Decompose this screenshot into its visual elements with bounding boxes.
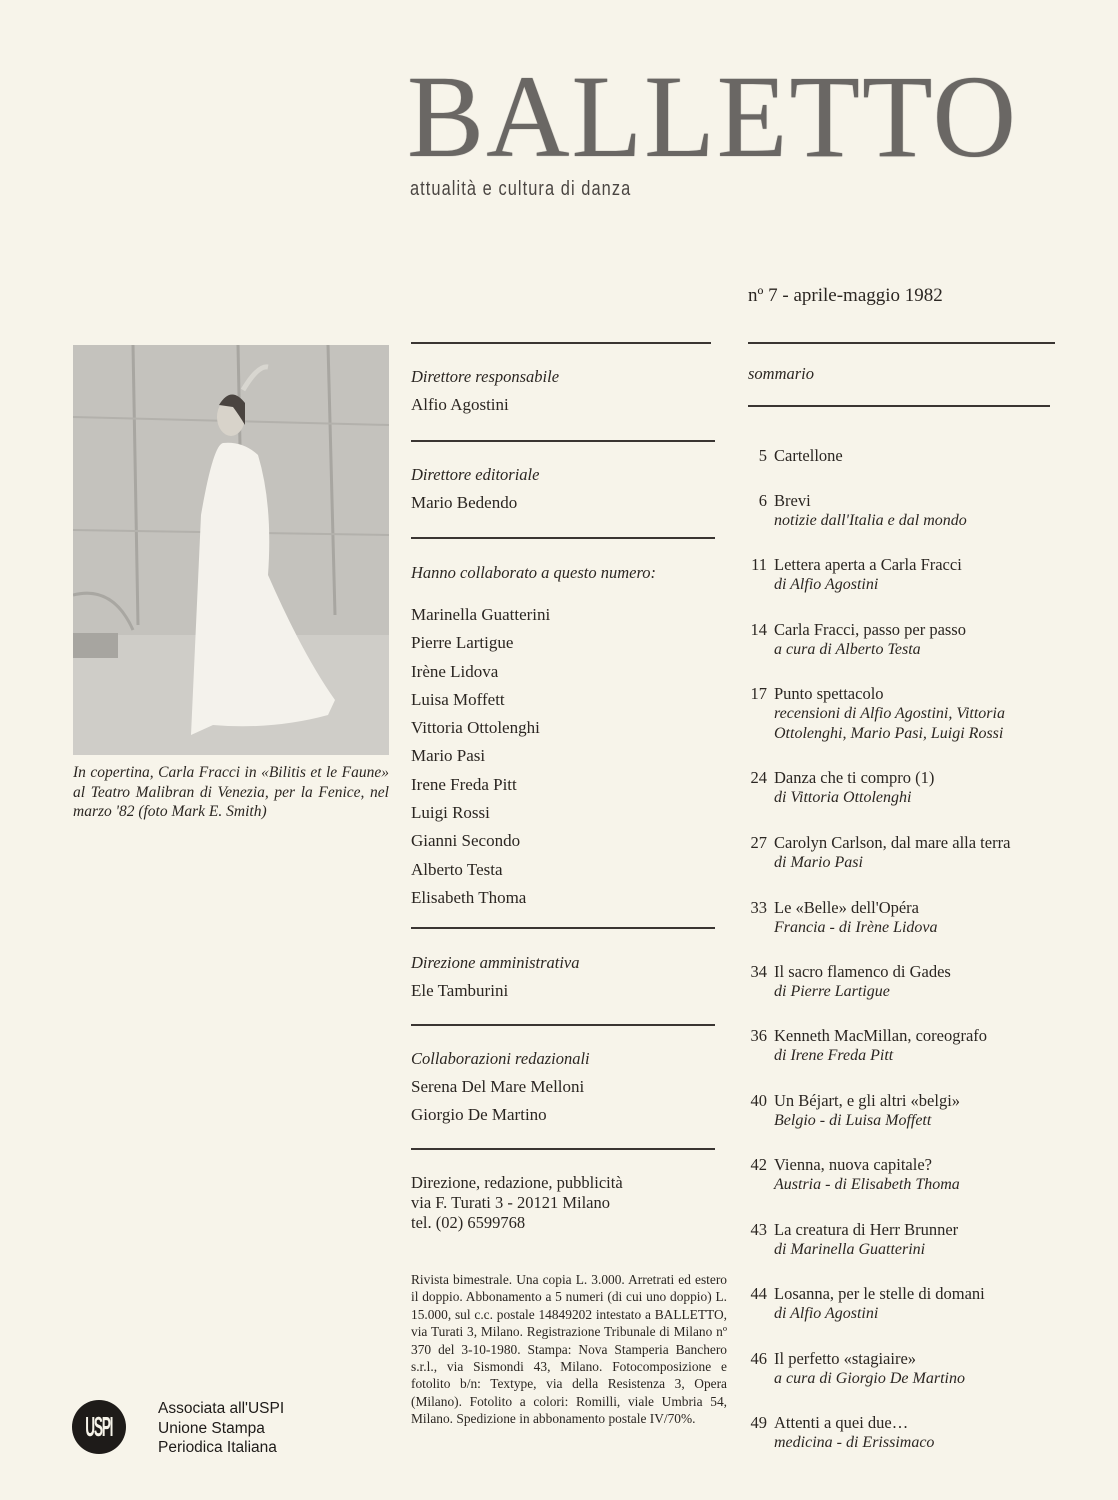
- contacts-line: Direzione, redazione, pubblicità: [411, 1173, 623, 1192]
- uspi-logo-text: USPI: [85, 1410, 113, 1442]
- toc-page-number: 24: [750, 768, 767, 787]
- toc-page-number: 27: [750, 833, 767, 852]
- collaboratore: Pierre Lartigue: [411, 633, 514, 653]
- divider: [411, 440, 715, 442]
- collaboratore: Mario Pasi: [411, 746, 486, 766]
- toc-subtitle: di Irene Freda Pitt: [774, 1047, 894, 1064]
- divider: [748, 405, 1050, 407]
- toc-page-number: 46: [750, 1349, 767, 1368]
- toc-title: Carolyn Carlson, dal mare alla terra: [774, 833, 1011, 852]
- toc-page-number: 14: [750, 620, 767, 639]
- toc-subtitle: Ottolenghi, Mario Pasi, Luigi Rossi: [774, 725, 1004, 742]
- toc-page-number: 49: [750, 1413, 767, 1432]
- toc-title: Il perfetto «stagiaire»: [774, 1349, 917, 1368]
- toc-title: Attenti a quei due…: [774, 1413, 909, 1432]
- toc-page-number: 5: [758, 446, 767, 465]
- toc-title: Kenneth MacMillan, coreografo: [774, 1026, 988, 1045]
- toc-page-number: 42: [750, 1155, 767, 1174]
- collaboratore: Luisa Moffett: [411, 689, 505, 709]
- toc-page-number: 34: [750, 962, 767, 981]
- divider: [411, 1148, 715, 1150]
- toc-subtitle: notizie dall'Italia e dal mondo: [774, 512, 967, 529]
- label-direzione-amministrativa: Direzione amministrativa: [411, 953, 580, 972]
- name-direttore-responsabile: Alfio Agostini: [411, 395, 509, 414]
- toc-subtitle: Austria - di Elisabeth Thoma: [774, 1176, 960, 1193]
- toc-page-number: 33: [750, 898, 767, 917]
- collaboratore: Vittoria Ottolenghi: [411, 718, 540, 738]
- divider: [411, 1024, 715, 1026]
- name-direttore-editoriale: Mario Bedendo: [411, 493, 518, 512]
- collaboratore: Irène Lidova: [411, 661, 499, 681]
- toc-title: Carla Fracci, passo per passo: [774, 620, 966, 639]
- toc-page-number: 6: [758, 491, 767, 510]
- collaboratore: Irene Freda Pitt: [411, 774, 517, 794]
- uspi-line: Associata all'USPI: [158, 1400, 285, 1417]
- toc-heading: sommario: [748, 364, 815, 383]
- masthead-title: BALLETTO: [407, 51, 1018, 182]
- toc-subtitle: medicina - di Erissimaco: [774, 1434, 935, 1451]
- toc-title: Cartellone: [774, 446, 843, 465]
- uspi-logo: [72, 1400, 126, 1454]
- collaboratore: Gianni Secondo: [411, 831, 521, 851]
- name-collaborazione: Serena Del Mare Melloni: [411, 1077, 585, 1096]
- toc-title: Un Béjart, e gli altri «belgi»: [774, 1091, 961, 1110]
- toc-subtitle: a cura di Alberto Testa: [774, 641, 921, 658]
- toc-title: Punto spettacolo: [774, 684, 884, 703]
- toc-subtitle: di Marinella Guatterini: [774, 1241, 926, 1258]
- toc-page-number: 11: [751, 555, 767, 574]
- toc-title: Lettera aperta a Carla Fracci: [774, 555, 962, 574]
- masthead-tagline: attualità e cultura di danza: [410, 178, 632, 200]
- publication-fine-print: Rivista bimestrale. Una copia L. 3.000. Arretrati ed estero il doppio. Abbonamento a 5 numeri (di cui uno doppio) L. 15.000, sul c.c. postale 14849202 intestato a BALLETTO, via Turati 3, Milano. Registrazione Tribunale di Milano nº 370 del 3-10-1980. Stampa: Nova Stamperia Banchero s.r.l., via Sismondi 43, Milano. Fotocomposizione e fotolito b/n: Textype, via della Resistenza 3, Opera (Milano). Fotolito a colori: Romilli, viale Umbria 54, Milano. Spedizione in abbonamento postale IV/70%.: [411, 1272, 727, 1427]
- toc-subtitle: di Alfio Agostini: [774, 1305, 879, 1322]
- collaboratore: Luigi Rossi: [411, 803, 490, 823]
- toc-title: La creatura di Herr Brunner: [774, 1220, 959, 1239]
- toc-subtitle: Francia - di Irène Lidova: [774, 919, 938, 936]
- collaboratore: Marinella Guatterini: [411, 605, 551, 624]
- contacts-phone: tel. (02) 6599768: [411, 1213, 526, 1232]
- uspi-association: [158, 1399, 284, 1458]
- label-direttore-editoriale: Direttore editoriale: [411, 465, 540, 484]
- divider: [411, 537, 715, 539]
- toc-subtitle: a cura di Giorgio De Martino: [774, 1370, 965, 1387]
- toc-title: Le «Belle» dell'Opéra: [774, 898, 919, 917]
- label-collaborazioni-redazionali: Collaborazioni redazionali: [411, 1049, 590, 1068]
- divider: [411, 927, 715, 929]
- toc-page-number: 17: [750, 684, 767, 703]
- toc-subtitle: recensioni di Alfio Agostini, Vittoria: [774, 705, 1005, 722]
- contacts-address: via F. Turati 3 - 20121 Milano: [411, 1193, 610, 1212]
- toc-title: Brevi: [774, 491, 811, 510]
- cover-caption: In copertina, Carla Fracci in «Bilitis et le Faune» al Teatro Malibran di Venezia, per la Fenice, nel marzo '82 (foto Mark E. Smith): [73, 764, 389, 820]
- toc-page-number: 43: [750, 1220, 767, 1239]
- cover-photo: [73, 345, 389, 755]
- toc-subtitle: di Vittoria Ottolenghi: [774, 789, 912, 806]
- toc-title: Danza che ti compro (1): [774, 768, 935, 787]
- divider: [411, 342, 711, 344]
- label-collaboratori: Hanno collaborato a questo numero:: [411, 563, 657, 582]
- toc-subtitle: Belgio - di Luisa Moffett: [774, 1112, 932, 1129]
- uspi-line: Periodica Italiana: [158, 1439, 277, 1457]
- toc-title: Vienna, nuova capitale?: [774, 1155, 932, 1174]
- collaboratore: Alberto Testa: [411, 859, 503, 879]
- collaboratore: Elisabeth Thoma: [411, 887, 527, 907]
- uspi-line: Unione Stampa: [158, 1419, 265, 1437]
- toc-title: Losanna, per le stelle di domani: [774, 1284, 985, 1303]
- toc-page-number: 44: [750, 1284, 767, 1303]
- toc-subtitle: di Pierre Lartigue: [774, 983, 890, 1000]
- name-direzione-amministrativa: Ele Tamburini: [411, 981, 509, 1000]
- toc-subtitle: di Mario Pasi: [774, 854, 863, 871]
- collaboratori-list: [411, 601, 550, 912]
- toc-title: Il sacro flamenco di Gades: [774, 962, 951, 981]
- toc-page-number: 40: [750, 1091, 767, 1110]
- label-direttore-responsabile: Direttore responsabile: [411, 367, 560, 386]
- toc-subtitle: di Alfio Agostini: [774, 576, 879, 593]
- toc-page-number: 36: [750, 1026, 767, 1045]
- issue-number: nº 7 - aprile-maggio 1982: [748, 285, 943, 306]
- name-collaborazione: Giorgio De Martino: [411, 1105, 547, 1124]
- divider: [748, 342, 1055, 344]
- contacts-block: [411, 1173, 623, 1233]
- cover-photo-illustration: [73, 345, 389, 755]
